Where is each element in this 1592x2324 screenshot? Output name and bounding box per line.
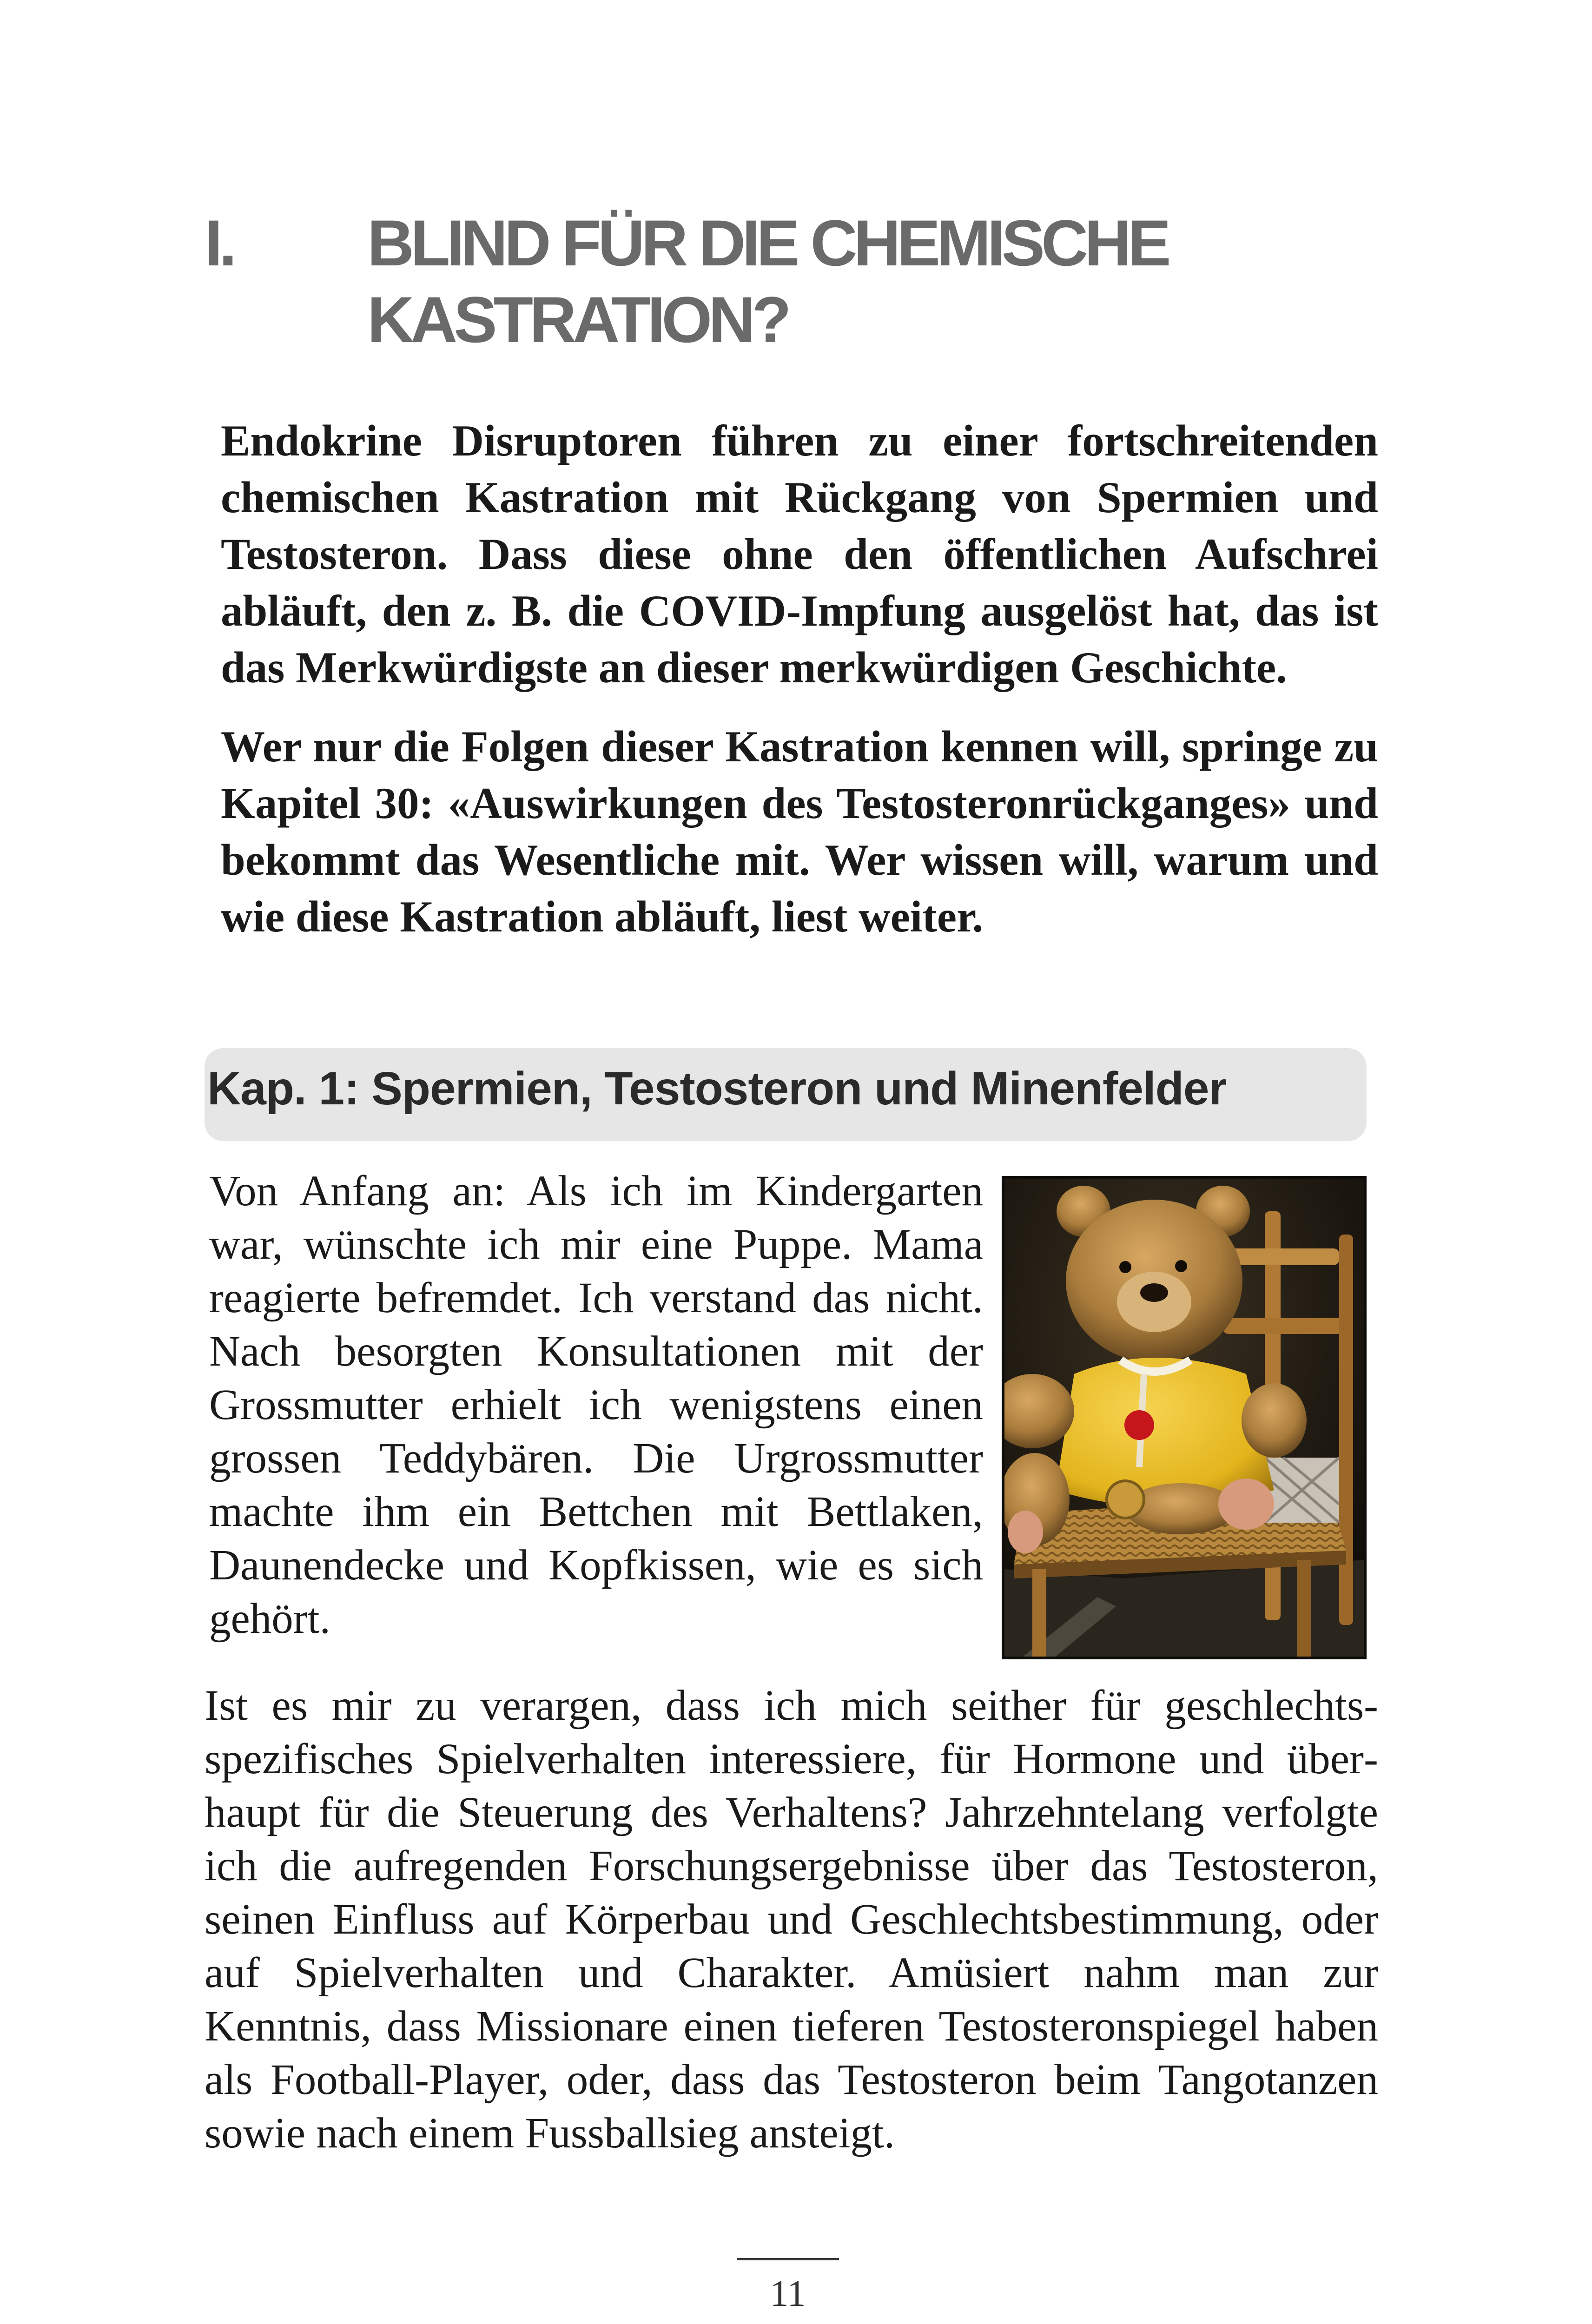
- body-paragraph-2: Ist es mir zu verargen, dass ich mich seither für geschlechtsspezifisches Spielverhalten interessiere, für Hormone und überhaupt für die Steuerung des Verhaltens? Jahrzehntelang verfolgte ich die aufregenden Forschungsergebnisse über das Testosteron, seinen Einfluss auf Körperbau und Geschlechtsbestimmung, oder auf Spielverhalten und Charakter. Amüsiert nahm man zur Kenntnis, dass Missionare einen tieferen Testosteronspiegel haben als Football-Player, oder, dass das Testosteron beim Tangotanzen sowie nach einem Fussballsieg ansteigt.: [205, 1682, 1378, 2157]
- section-heading-box: [205, 1048, 1367, 1141]
- body-paragraph-1: Von Anfang an: Als ich im Kindergarten war, wünschte ich mir eine Puppe. Mama reagierte befremdet. Ich verstand das nicht. Nach besorgten Konsultationen mit der Grossmutter erhielt ich wenigstens einen grossen Teddybären. Die Urgrossmutter machte ihm ein Bettchen mit Bettlaken, Daunendecke und Kopfkissen, wie es sich gehört.: [209, 1167, 983, 1643]
- chapter-number: I.: [205, 206, 233, 279]
- bear-right-arm: [1242, 1383, 1307, 1458]
- bear-right-eye: [1175, 1260, 1187, 1272]
- bear-foot-pad: [1218, 1479, 1274, 1530]
- section-title: Kap. 1: Spermien, Testosteron und Minenfelder: [207, 1063, 1227, 1115]
- intro-paragraph-2: Wer nur die Folgen dieser Kastration kennen will, springe zu Kapitel 30: «Auswirkungen des Testosteronrückganges» und bekommt das Wesentliche mit. Wer wissen will, warum und wie diese Kastration abläuft, liest weiter.: [221, 722, 1378, 941]
- page-number: 11: [770, 2273, 806, 2314]
- chapter-title: BLIND FÜR DIE CHEMISCHE KASTRATION?: [367, 206, 1168, 356]
- footer-rule: [737, 2258, 839, 2260]
- teddy-bear-illustration: [1004, 1179, 1364, 1657]
- bear-left-eye: [1119, 1261, 1131, 1273]
- chair-back-rail: [1223, 1248, 1339, 1265]
- bear-nose: [1140, 1283, 1168, 1302]
- red-badge: [1124, 1410, 1154, 1440]
- teddy-bear-photo: [1002, 1176, 1367, 1659]
- intro-paragraph-1: Endokrine Disruptoren führen zu einer fortschreitenden chemischen Kastration mit Rückgang von Spermien und Testosteron. Dass diese ohne den öffentlichen Aufschrei abläuft, den z. B. die COVID-Impfung ausgelöst hat, das ist das Merkwürdigste an dieser merkwürdigen Geschichte.: [221, 416, 1378, 692]
- medal-icon: [1107, 1481, 1144, 1518]
